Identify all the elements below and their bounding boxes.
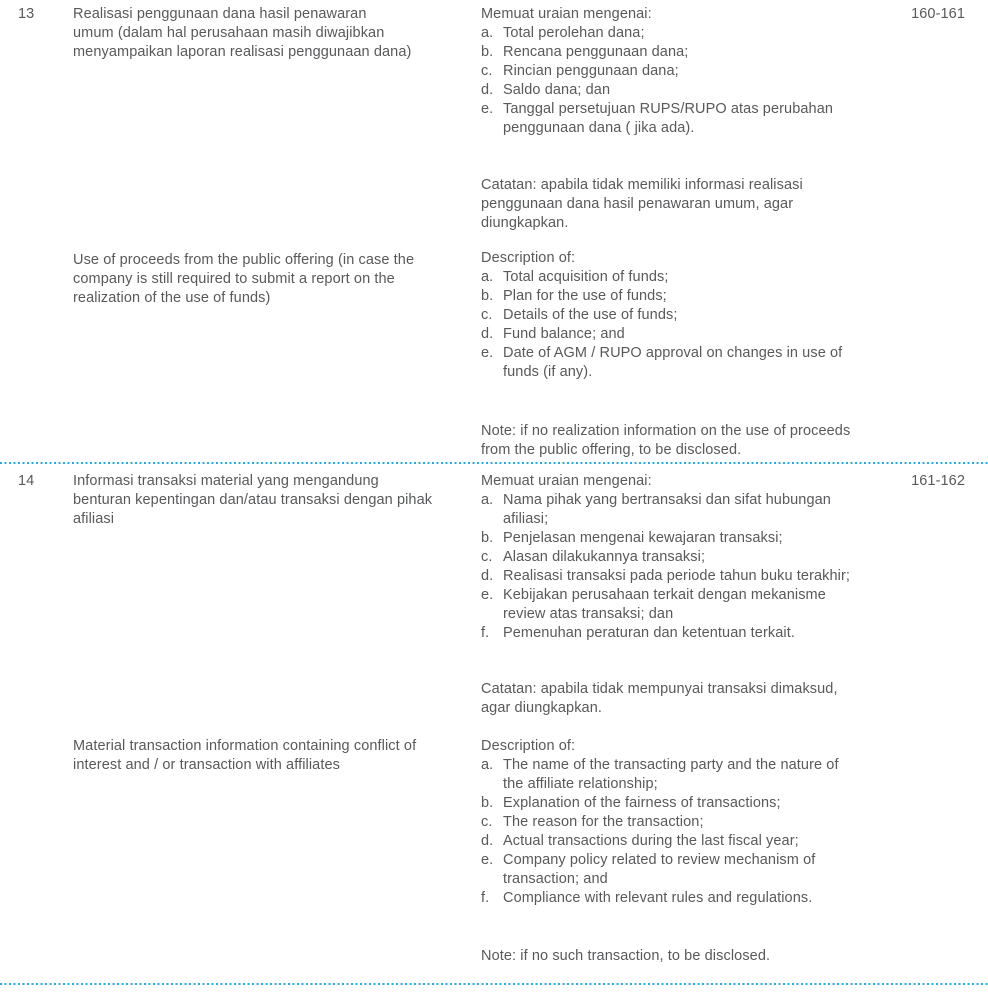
detail-intro: Memuat uraian mengenai: [481,6,652,22]
checklist-item [481,268,889,287]
item-text: Kebijakan perusahaan terkait dengan mekanisme review atas transaksi; dan [503,587,826,622]
checklist-item [481,586,889,624]
checklist-item [481,794,889,813]
item-text: Nama pihak yang bertransaksi dan sifat hubungan afiliasi; [503,492,831,527]
item-letter: b. [481,530,494,546]
checklist-item [481,24,889,43]
item-text: Penjelasan mengenai kewajaran transaksi; [503,530,783,546]
checklist-item [481,100,889,138]
item-letter: c. [481,63,493,79]
detail-block-english [481,249,889,382]
row-divider [0,983,988,985]
item-letter: e. [481,852,494,868]
detail-block-indonesian [481,5,889,138]
checklist-item [481,287,889,306]
detail-block-indonesian [481,472,889,643]
item-letter: a. [481,757,494,773]
detail-block-english [481,737,889,908]
item-letter: c. [481,307,493,323]
checklist-item [481,567,889,586]
item-letter: a. [481,492,494,508]
item-letter: c. [481,814,493,830]
item-letter: e. [481,101,494,117]
item-letter: f. [481,625,490,641]
checklist-item [481,62,889,81]
item-letter: e. [481,345,494,361]
description-english: Material transaction information containing conflict of interest and / or transaction with affiliates [73,738,417,773]
item-text: Total perolehan dana; [503,25,645,41]
item-text: Date of AGM / RUPO approval on changes in use of funds (if any). [503,345,843,380]
item-text: Tanggal persetujuan RUPS/RUPO atas perubahan penggunaan dana ( jika ada). [503,101,834,136]
item-letter: c. [481,549,493,565]
checklist-item [481,832,889,851]
item-letter: b. [481,44,494,60]
checklist-item [481,81,889,100]
checklist-item [481,889,889,908]
item-letter: e. [481,587,494,603]
row-number: 14 [18,473,35,489]
item-letter: d. [481,568,494,584]
item-letter: d. [481,326,494,342]
description-indonesian: Realisasi penggunaan dana hasil penawaran umum (dalam hal perusahaan masih diwajibkan menyampaikan laporan realisasi penggunaan dana) [73,6,412,60]
item-letter: a. [481,25,494,41]
item-text: Rincian penggunaan dana; [503,63,679,79]
table-row-13 [0,0,988,464]
checklist-item [481,325,889,344]
item-letter: d. [481,833,494,849]
checklist-item [481,43,889,62]
item-text: Plan for the use of funds; [503,288,667,304]
item-text: The name of the transacting party and the nature of the affiliate relationship; [503,757,839,792]
item-text: Company policy related to review mechanism of transaction; and [503,852,816,887]
item-text: Alasan dilakukannya transaksi; [503,549,706,565]
checklist-item [481,548,889,567]
note-english: Note: if no realization information on the use of proceeds from the public offering, to be disclosed. [481,423,851,458]
item-text: Realisasi transaksi pada periode tahun buku terakhir; [503,568,851,584]
item-text: The reason for the transaction; [503,814,704,830]
item-text: Rencana penggunaan dana; [503,44,689,60]
item-text: Pemenuhan peraturan dan ketentuan terkait. [503,625,795,641]
page-reference: 160-161 [911,6,965,22]
detail-intro: Description of: [481,738,576,754]
checklist-item [481,344,889,382]
item-text: Fund balance; and [503,326,625,342]
checklist-item [481,491,889,529]
item-text: Actual transactions during the last fiscal year; [503,833,799,849]
item-letter: b. [481,795,494,811]
item-text: Explanation of the fairness of transactions; [503,795,781,811]
table-row-14 [0,465,988,985]
detail-intro: Description of: [481,250,576,266]
checklist-item [481,756,889,794]
item-text: Compliance with relevant rules and regulations. [503,890,813,906]
checklist-item [481,624,889,643]
item-text: Saldo dana; dan [503,82,611,98]
description-english: Use of proceeds from the public offering (in case the company is still required to submit a report on the realization of the use of funds) [73,252,415,306]
checklist-item [481,851,889,889]
checklist-item [481,529,889,548]
item-letter: f. [481,890,490,906]
checklist-item [481,813,889,832]
item-text: Details of the use of funds; [503,307,678,323]
note-indonesian: Catatan: apabila tidak mempunyai transaksi dimaksud, agar diungkapkan. [481,681,838,716]
note-english: Note: if no such transaction, to be disclosed. [481,948,771,964]
detail-intro: Memuat uraian mengenai: [481,473,652,489]
row-divider [0,462,988,464]
note-indonesian: Catatan: apabila tidak memiliki informasi realisasi penggunaan dana hasil penawaran umum, agar diungkapkan. [481,177,803,231]
checklist-item [481,306,889,325]
row-number: 13 [18,6,35,22]
item-letter: b. [481,288,494,304]
page-reference: 161-162 [911,473,965,489]
item-text: Total acquisition of funds; [503,269,669,285]
description-indonesian: Informasi transaksi material yang mengandung benturan kepentingan dan/atau transaksi dengan pihak afiliasi [73,473,433,527]
item-letter: d. [481,82,494,98]
item-letter: a. [481,269,494,285]
